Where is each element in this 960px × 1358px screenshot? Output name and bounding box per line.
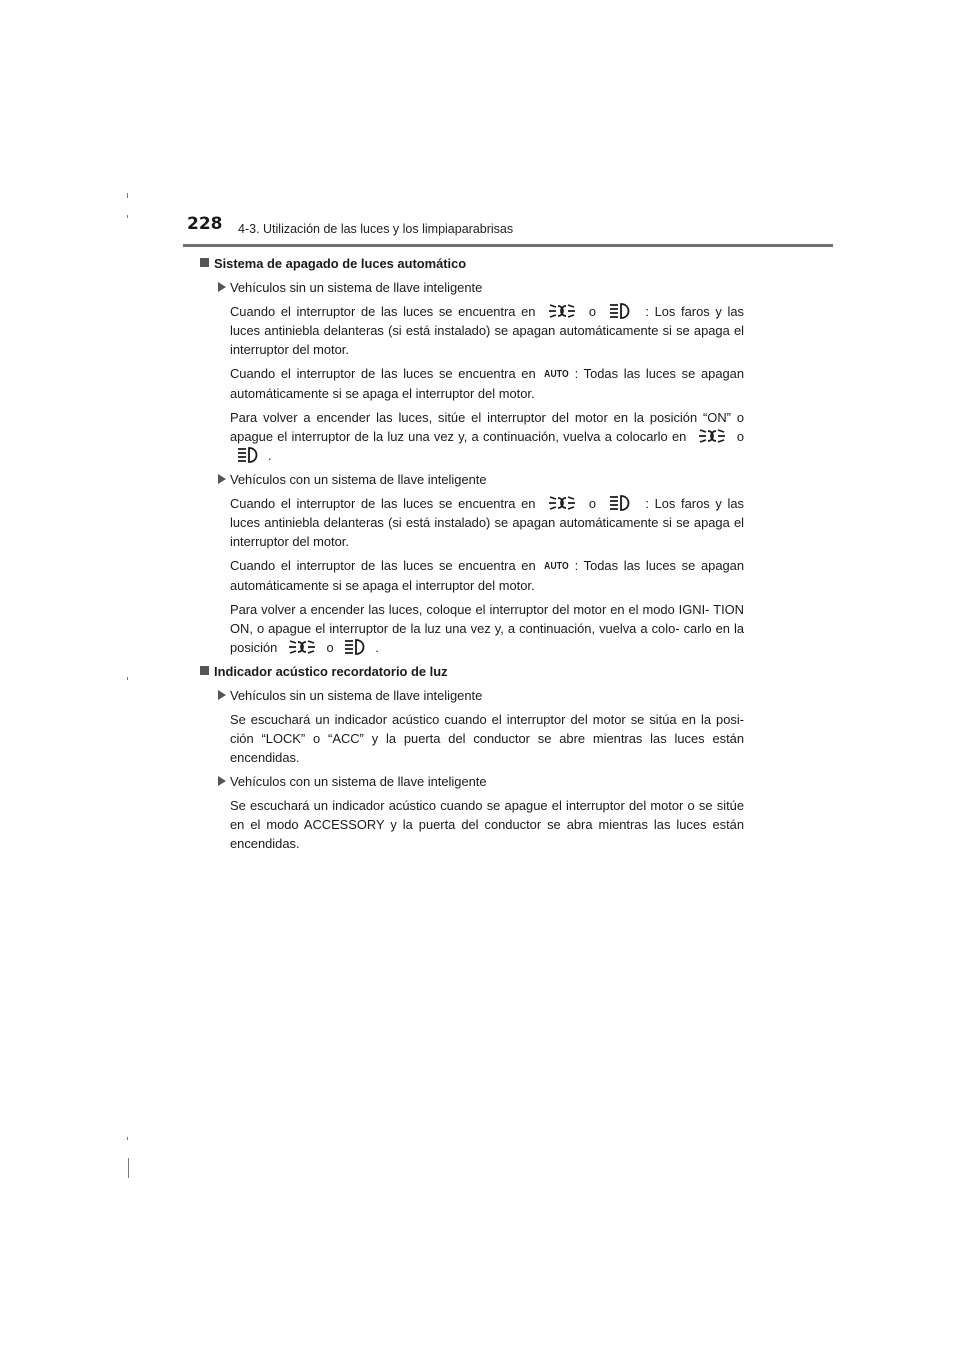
square-bullet-icon <box>200 258 209 267</box>
paragraph: Cuando el interruptor de las luces se encuentra en o : Los faros y las luces antiniebla delanteras (si está instalado) se apagan automáticamente si se apaga el interruptor del motor. <box>230 496 744 549</box>
page-content <box>214 254 744 858</box>
subheading-text: Vehículos con un sistema de llave inteligente <box>230 472 487 487</box>
header-divider <box>183 244 833 247</box>
paragraph: Cuando el interruptor de las luces se encuentra en AUTO : Todas las luces se apagan automáticamente si se apaga el interruptor del motor. <box>230 558 744 593</box>
triangle-bullet-icon <box>218 690 226 700</box>
section-title-auto-off <box>200 254 730 273</box>
paragraph: Para volver a encender las luces, coloque el interruptor del motor en el modo IGNI- TION ON, o apague el interruptor de la luz una vez y, a continuación, vuelva a colo- carlo en la posición o . <box>230 602 744 655</box>
crop-mark <box>128 1158 129 1178</box>
paragraph: Cuando el interruptor de las luces se encuentra en o : Los faros y las luces antiniebla delanteras (si está instalado) se apagan automáticamente si se apaga el interruptor del motor. <box>230 304 744 357</box>
tail-light-symbol-icon <box>289 638 315 656</box>
crop-mark <box>127 215 128 218</box>
subheading <box>218 686 732 705</box>
paragraph: Se escuchará un indicador acústico cuando el interruptor del motor se sitúa en la posi- ción “LOCK” o “ACC” y la puerta del conductor se abre mientras las luces están encendidas. <box>230 712 744 765</box>
subheading <box>218 470 732 489</box>
paragraph: Se escuchará un indicador acústico cuando se apague el interruptor del motor o se sitúe en el modo ACCESSORY y la puerta del conductor se abra mientras las luces están encendidas. <box>230 798 744 851</box>
auto-mode-label: AUTO <box>543 561 569 572</box>
tail-light-symbol-icon <box>549 494 575 512</box>
square-bullet-icon <box>200 666 209 675</box>
crop-mark <box>127 193 128 198</box>
triangle-bullet-icon <box>218 282 226 292</box>
headlight-symbol-icon <box>610 302 632 320</box>
page-header <box>0 0 960 250</box>
subheading <box>218 278 732 297</box>
section-title-text: Indicador acústico recordatorio de luz <box>214 664 448 679</box>
subheading-text: Vehículos con un sistema de llave inteligente <box>230 774 487 789</box>
triangle-bullet-icon <box>218 776 226 786</box>
subheading-text: Vehículos sin un sistema de llave inteligente <box>230 280 483 295</box>
paragraph: Para volver a encender las luces, sitúe el interruptor del motor en la posición “ON” o apague el interruptor de la luz una vez y, a continuación, vuelva a colocarlo en o . <box>230 410 744 463</box>
tail-light-symbol-icon <box>699 427 725 445</box>
crop-mark <box>127 1137 128 1140</box>
headlight-symbol-icon <box>238 446 260 464</box>
paragraph: Cuando el interruptor de las luces se encuentra en AUTO : Todas las luces se apagan automáticamente si se apaga el interruptor del motor. <box>230 366 744 401</box>
auto-mode-label: AUTO <box>543 369 569 380</box>
section-title-reminder <box>200 662 730 681</box>
headlight-symbol-icon <box>610 494 632 512</box>
section-title-text: Sistema de apagado de luces automático <box>214 256 467 271</box>
triangle-bullet-icon <box>218 474 226 484</box>
subheading-text: Vehículos sin un sistema de llave inteligente <box>230 688 483 703</box>
page-number: 228 <box>187 214 223 234</box>
chapter-title: 4-3. Utilización de las luces y los limpiaparabrisas <box>238 222 514 236</box>
tail-light-symbol-icon <box>549 302 575 320</box>
subheading <box>218 772 732 791</box>
crop-mark <box>127 677 128 680</box>
headlight-symbol-icon <box>345 638 367 656</box>
